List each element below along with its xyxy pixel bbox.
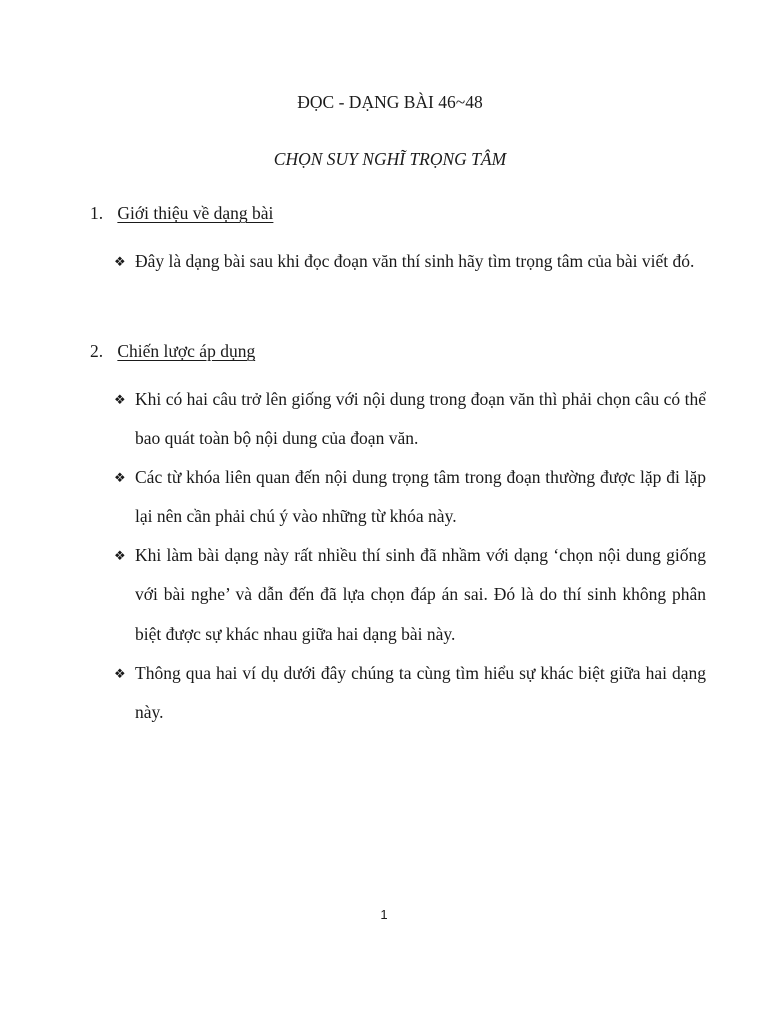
bullet-text: Thông qua hai ví dụ dưới đây chúng ta cùng tìm hiểu sự khác biệt giữa hai dạng này. [135,663,706,723]
bullet-text: Khi có hai câu trở lên giống với nội dung trong đoạn văn thì phải chọn câu có thể bao quát toàn bộ nội dung của đoạn văn. [135,389,706,449]
bullet-item [114,458,706,537]
section-heading-label: Chiến lược áp dụng [117,341,256,361]
diamond-bullet-icon: ❖ [114,392,126,407]
bullet-item [114,380,706,459]
bullet-text: Khi làm bài dạng này rất nhiều thí sinh đã nhầm với dạng ‘chọn nội dung giống với bài nghe’ và dẫn đến đã lựa chọn đáp án sai. Đó là do thí sinh không phân biệt được sự khác nhau giữa hai dạng bài này. [135,545,706,644]
section-number: 2. [90,341,104,361]
page-number: 1 [380,907,388,922]
section-heading-2 [90,339,255,363]
diamond-bullet-icon: ❖ [114,548,126,563]
section-heading-1 [90,201,273,225]
bullet-item [114,242,706,281]
diamond-bullet-icon: ❖ [114,666,126,681]
document-title: ĐỌC - DẠNG BÀI 46~48 [297,92,483,112]
section-heading-label: Giới thiệu về dạng bài [117,203,274,223]
bullet-text: Đây là dạng bài sau khi đọc đoạn văn thí sinh hãy tìm trọng tâm của bài viết đó. [135,251,695,271]
bullet-text: Các từ khóa liên quan đến nội dung trọng tâm trong đoạn thường được lặp đi lặp lại nên cần phải chú ý vào những từ khóa này. [135,467,706,527]
diamond-bullet-icon: ❖ [114,470,126,485]
document-subtitle: CHỌN SUY NGHĨ TRỌNG TÂM [273,149,507,169]
section-number: 1. [90,203,104,223]
diamond-bullet-icon: ❖ [114,254,126,269]
bullet-item [114,536,706,654]
bullet-item [114,654,706,733]
